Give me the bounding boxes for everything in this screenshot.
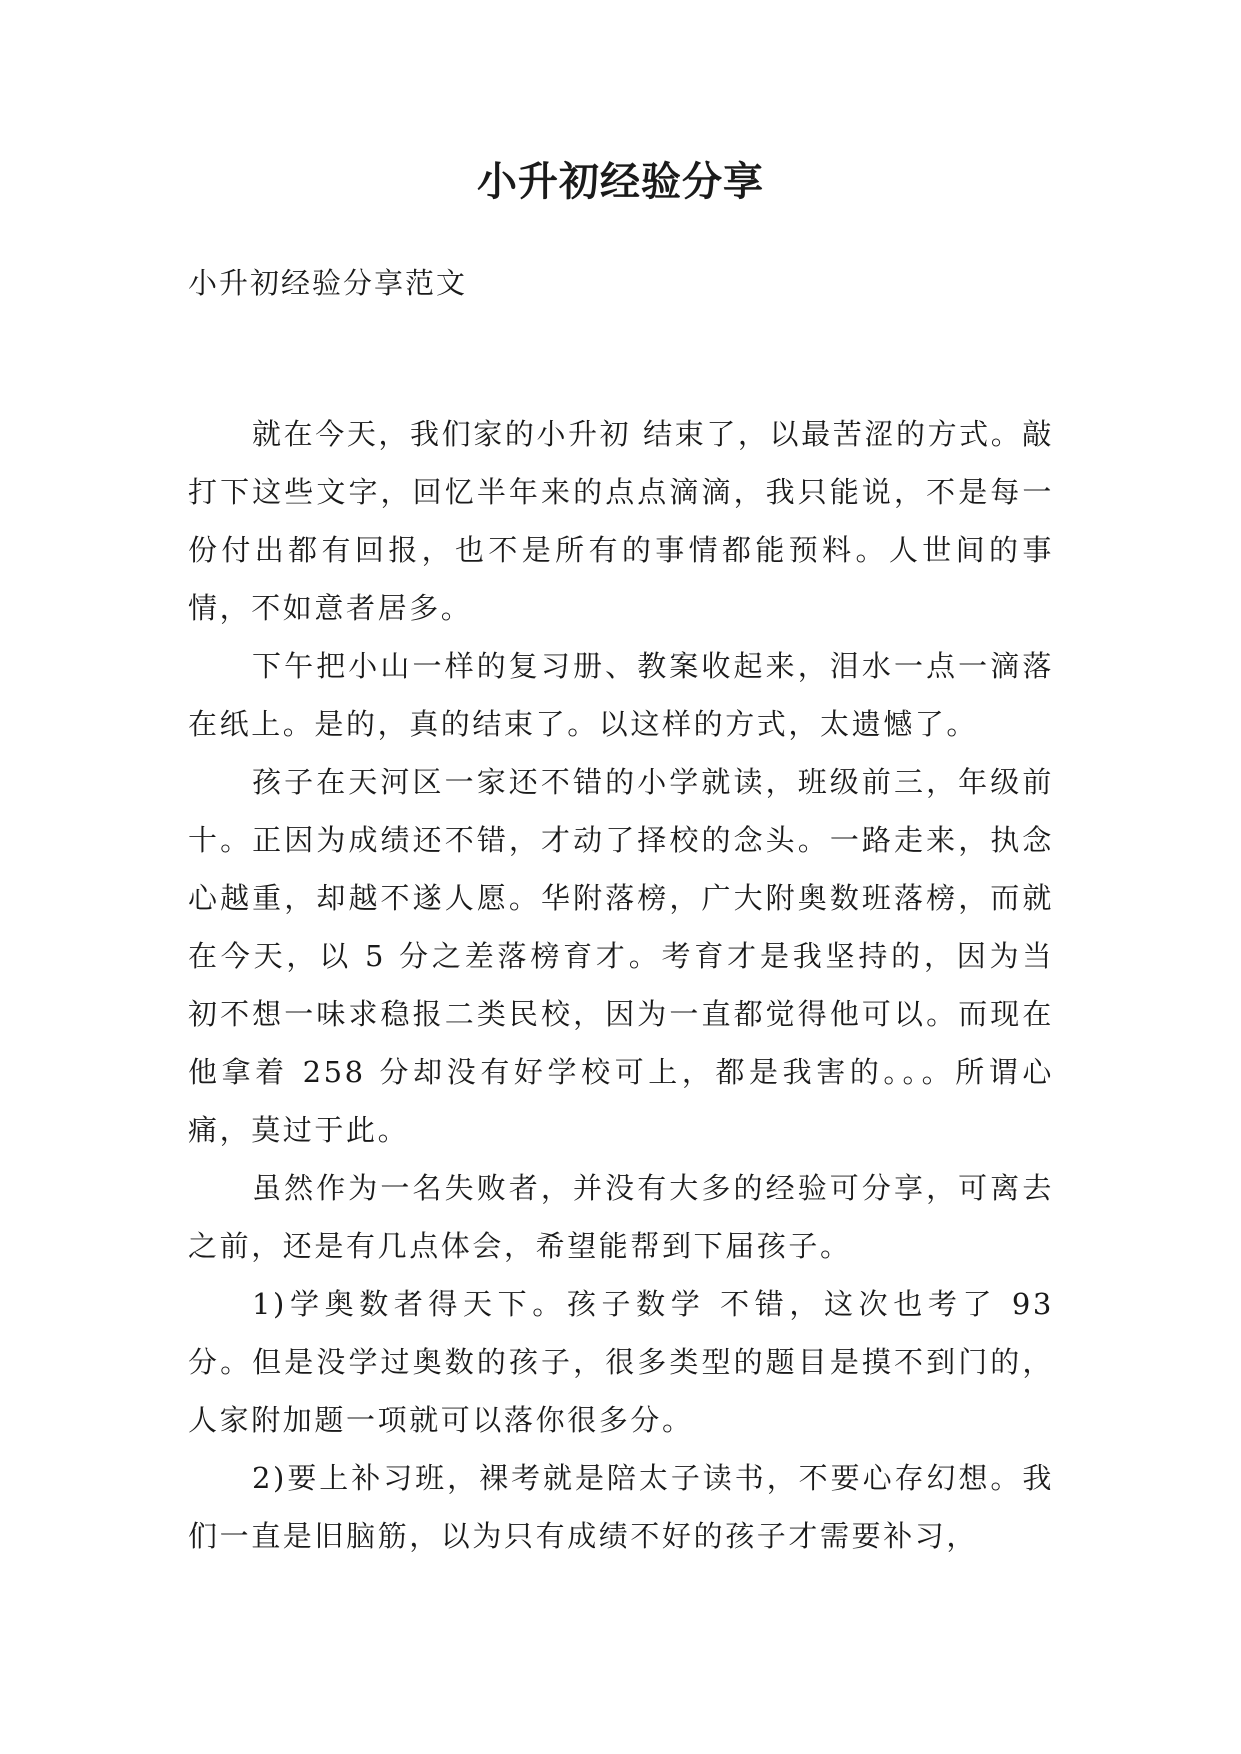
document-body xyxy=(188,405,1054,1565)
paragraph: 2)要上补习班，裸考就是陪太子读书，不要心存幻想。我们一直是旧脑筋，以为只有成绩不好的孩子才需要补习， xyxy=(188,1461,1054,1553)
paragraph: 虽然作为一名失败者，并没有大多的经验可分享，可离去之前，还是有几点体会，希望能帮到下届孩子。 xyxy=(188,1171,1054,1263)
paragraph: 下午把小山一样的复习册、教案收起来，泪水一点一滴落在纸上。是的，真的结束了。以这样的方式，太遗憾了。 xyxy=(188,649,1054,741)
paragraph: 孩子在天河区一家还不错的小学就读，班级前三，年级前十。正因为成绩还不错，才动了择校的念头。一路走来，执念心越重，却越不遂人愿。华附落榜，广大附奥数班落榜，而就在今天，以 5 分之差落榜育才。考育才是我坚持的，因为当初不想一味求稳报二类民校，因为一直都觉得他可以。而现在他拿着 258 分却没有好学校可上，都是我害的。。。所谓心痛，莫过于此。 xyxy=(188,765,1054,1147)
document-title: 小升初经验分享 xyxy=(477,159,764,205)
paragraph: 1)学奥数者得天下。孩子数学 不错，这次也考了 93 分。但是没学过奥数的孩子，很多类型的题目是摸不到门的，人家附加题一项就可以落你很多分。 xyxy=(188,1287,1054,1437)
document-subtitle: 小升初经验分享范文 xyxy=(188,266,468,300)
paragraph: 就在今天，我们家的小升初 结束了，以最苦涩的方式。敲打下这些文字，回忆半年来的点点滴滴，我只能说，不是每一份付出都有回报，也不是所有的事情都能预料。人世间的事情，不如意者居多。 xyxy=(188,417,1054,625)
